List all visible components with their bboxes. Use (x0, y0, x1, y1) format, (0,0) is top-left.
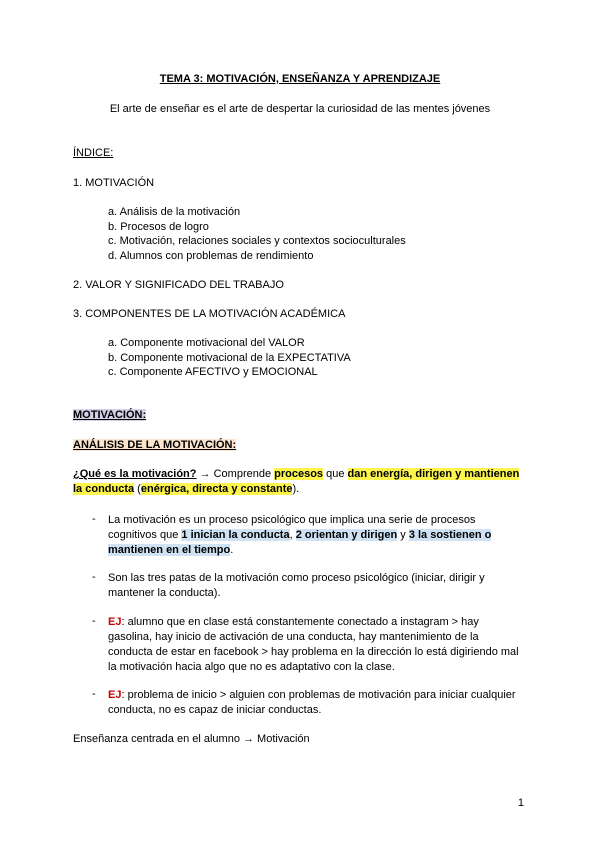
b4-line1: : problema de inicio > alguien con problemas de motivación para iniciar cualquier (121, 689, 516, 701)
b1-line1: La motivación es un proceso psicológico que implica una serie de procesos (108, 514, 476, 526)
energica-highlight: enérgica, directa y constante (140, 483, 293, 495)
arrow-text: → Comprende (196, 468, 275, 480)
index-item: d. Alumnos con problemas de rendimiento (108, 250, 314, 262)
index-section-3: 3. COMPONENTES DE LA MOTIVACIÓN ACADÉMICA (73, 308, 346, 320)
heading-analisis-text: ANÁLISIS DE LA MOTIVACIÓN: (73, 439, 237, 451)
bullet-2-text (108, 571, 528, 601)
heading-analisis (73, 439, 236, 451)
dan-energia-highlight: dan energía, dirigen y mantienen (347, 468, 520, 480)
b2-line1: Son las tres patas de la motivación como proceso psicológico (iniciar, dirigir y (108, 572, 485, 584)
bullet-marker: - (92, 615, 96, 627)
bullet-4-text (108, 688, 538, 718)
paren-close: ). (292, 483, 300, 495)
procesos-highlight: procesos (274, 468, 324, 480)
b1-comma: , (289, 529, 296, 541)
b1-mantienen: mantienen en el tiempo (108, 544, 231, 556)
conducta-highlight: la conducta (73, 483, 135, 495)
index-item: b. Componente motivacional de la EXPECTATIVA (108, 352, 351, 364)
index-item: c. Componente AFECTIVO y EMOCIONAL (108, 366, 318, 378)
index-section-1: 1. MOTIVACIÓN (73, 177, 155, 189)
bullet-marker: - (92, 513, 96, 525)
bullet-1-text (108, 513, 528, 558)
index-item: a. Componente motivacional del VALOR (108, 337, 305, 349)
index-item: b. Procesos de logro (108, 221, 209, 233)
heading-motivacion (73, 409, 146, 421)
bullet-marker: - (92, 688, 96, 700)
definition-paragraph (73, 467, 533, 497)
b4-line2: conducta, no es capaz de iniciar conductas. (108, 704, 322, 716)
paren-open: ( (134, 483, 141, 495)
que-text: que (323, 468, 348, 480)
page-title: TEMA 3: MOTIVACIÓN, ENSEÑANZA Y APRENDIZAJE (159, 73, 441, 85)
b1-inician: 1 inician la conducta (181, 529, 290, 541)
ej-label: EJ (108, 616, 122, 628)
b1-orientan: 2 orientan y dirigen (295, 529, 398, 541)
page-subtitle: El arte de enseñar es el arte de despertar la curiosidad de las mentes jóvenes (109, 103, 491, 115)
index-heading: ÍNDICE: (73, 147, 114, 159)
b3-line4: la motivación hacia algo que no es adaptativo con la clase. (108, 661, 395, 673)
question-text: ¿Qué es la motivación? (73, 468, 197, 480)
index-item: a. Análisis de la motivación (108, 206, 241, 218)
b2-line2: mantener la conducta). (108, 587, 221, 599)
bullet-3-text (108, 615, 538, 675)
closing-line: Enseñanza centrada en el alumno → Motivación (73, 733, 310, 745)
bullet-marker: - (92, 571, 96, 583)
b1-sostienen: 3 la sostienen o (408, 529, 492, 541)
page-number: 1 (517, 797, 524, 809)
heading-motivacion-text: MOTIVACIÓN: (73, 409, 147, 421)
b3-line2: gasolina, hay inicio de activación de una conducta, hay mantenimiento de la (108, 631, 479, 643)
index-section-2: 2. VALOR Y SIGNIFICADO DEL TRABAJO (73, 279, 284, 291)
ej-label: EJ (108, 689, 122, 701)
b1-dot: . (230, 544, 234, 556)
index-item: c. Motivación, relaciones sociales y contextos socioculturales (108, 235, 406, 247)
b1-y: y (397, 529, 409, 541)
b3-line1: : alumno que en clase está constantemente conectado a instagram > hay (121, 616, 479, 628)
b1-line2a: cognitivos que (108, 529, 182, 541)
b3-line3: conducta de estar en facebook > hay problema en la dirección lo está digiriendo mal (108, 646, 519, 658)
